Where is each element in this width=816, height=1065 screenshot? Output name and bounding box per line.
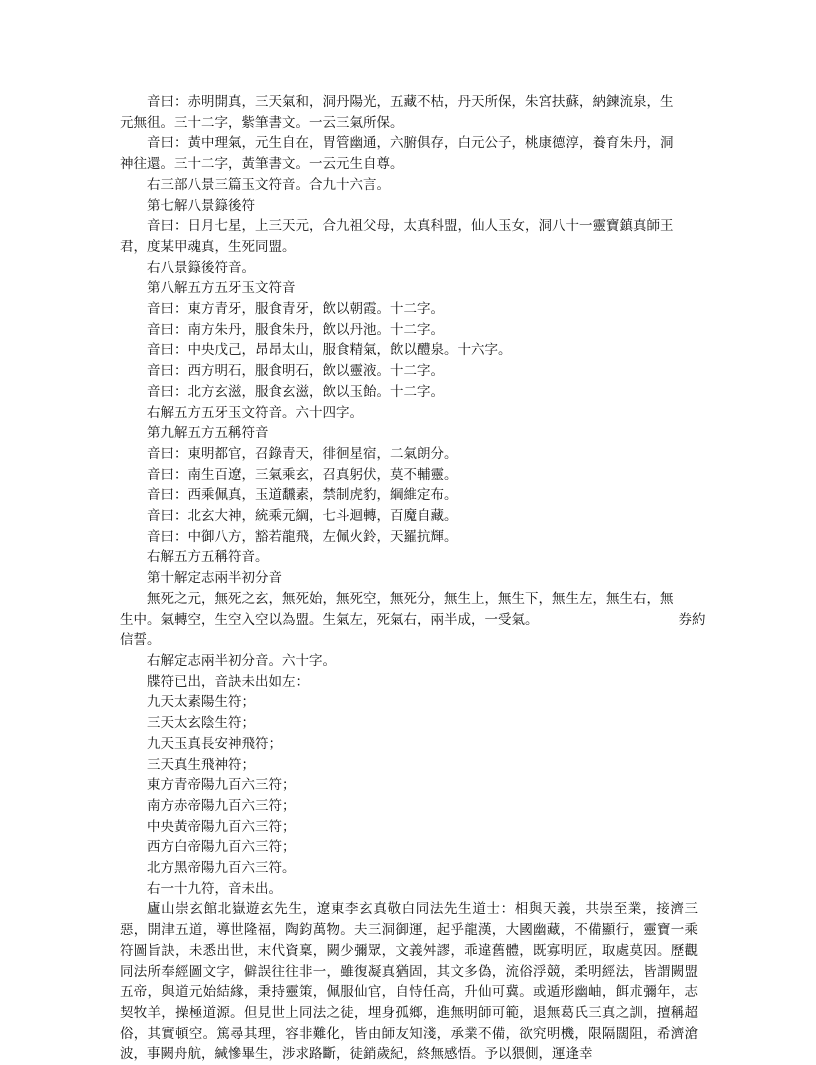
section-heading: 第十解定志兩半初分音 — [147, 570, 282, 587]
text-line: 信誓。 — [120, 632, 161, 649]
text-line — [120, 610, 706, 631]
list-item: 北方黑帝陽九百六三符。 — [147, 860, 296, 877]
section-heading: 第八解五方五牙玉文符音 — [147, 280, 296, 297]
list-item: 九天玉真長安神飛符； — [147, 735, 282, 752]
text-line: 音曰：西方明石，服食明石，飲以靈液。十二字。 — [147, 363, 444, 380]
text-span: 生中。氣轉空，生空入空以為盟。生氣左，死氣右，兩半成，一受氣。 — [120, 611, 539, 628]
text-line: 音曰：東方青牙，服食青牙，飲以朝霞。十二字。 — [147, 301, 444, 318]
section-heading: 第七解八景籙後符 — [147, 197, 255, 214]
text-line: 右解五方五稱符音。 — [147, 549, 269, 566]
list-item: 三天真生飛神符； — [147, 756, 255, 773]
text-line: 無死之元，無死之玄，無死始，無死空，無死分，無生上，無生下，無生左，無生右，無 — [147, 590, 674, 607]
text-line: 音曰：南生百遼，三氣乘玄，召真躬伏，莫不輔靈。 — [147, 466, 458, 483]
document-body — [120, 92, 706, 1065]
text-line: 音曰：北玄大神，統乘元綱，七斗迴轉，百魔自藏。 — [147, 508, 458, 525]
text-line: 君，度某甲魂真，生死同盟。 — [120, 238, 296, 255]
text-line: 右八景籙後符音。 — [147, 259, 255, 276]
list-item: 西方白帝陽九百六三符； — [147, 839, 296, 856]
text-line: 音曰：日月七星，上三天元，合九祖父母，太真科盟，仙人玉女，洞八十一靈寶鎮真師王 — [147, 218, 674, 235]
text-line: 音曰：中央戊己，昂昂太山，服食精氣，飲以醴泉。十六字。 — [147, 342, 512, 359]
text-line: 音曰：赤明開真，三天氣和，洞丹陽光，五藏不枯，丹天所保，朱宮扶蘇，納鍊流泉，生 — [147, 94, 674, 110]
text-line: 右解五方五牙玉文符音。六十四字。 — [147, 404, 363, 421]
text-line: 音曰：北方玄滋，服食玄滋，飲以玉飴。十二字。 — [147, 383, 444, 400]
text-line: 音曰：西乘佩真，玉道飜素，禁制虎豹，綱維定布。 — [147, 487, 458, 504]
text-line: 元無徂。三十二字，紫筆書文。一云三氣所保。 — [120, 114, 404, 131]
text-line: 音曰：東明都官，召錄青天，徘徊星宿，二氣朗分。 — [147, 445, 458, 462]
text-line: 右一十九符，音未出。 — [147, 880, 282, 897]
list-item: 南方赤帝陽九百六三符； — [147, 797, 296, 814]
text-line: 神往還。三十二字，黃筆書文。一云元生自尊。 — [120, 156, 404, 173]
text-line: 音曰：中御八方，豁若龍飛，左佩火鈴，天羅抗輝。 — [147, 528, 458, 545]
list-item: 九天太素陽生符； — [147, 694, 255, 711]
list-item: 東方青帝陽九百六三符； — [147, 777, 296, 794]
list-item: 中央黃帝陽九百六三符； — [147, 818, 296, 835]
list-item: 三天太玄陰生符； — [147, 715, 255, 732]
section-heading: 第九解五方五稱符音 — [147, 425, 269, 442]
text-span: 券約 — [678, 611, 706, 628]
text-line: 右三部八景三篇玉文符音。合九十六言。 — [147, 176, 390, 193]
final-paragraph: 廬山崇玄館北嶽遊玄先生，遼東李玄真敬白同法先生道士：相與天義，共崇至業，接濟三惡，開津五道，導世隆福，陶鈞萬物。夫三洞御運，起乎龍漢，大國幽藏，不備顯行，靈寶一乘符圖旨訣，未悉出世，末代資稟，闕少彌眾，文義舛謬，乖違舊體，既寡明匠，取處莫因。歷觀同法所奉經圖文字，僻誤往往非一，雖復凝真猶固，其文多偽，流俗浮競，柔明經法，皆謂闕盟五帝，與道元始結緣，秉持靈策，佩服仙官，自恃任高，升仙可冀。或遁形幽岫，餌朮彌年，志契牧羊，操極道源。但見世上同法之徒，埋身孤鄉，進無明師可範，退無葛氏三真之訓，擅稱超俗，其實頓空。篤尋其理，容非難化，皆由師友知淺，承業不備，欲究明機，限隔闊阻，希濟滄波，事闕舟航，緘慘畢生，涉求路斷，徒銷歲紀，終無感悟。予以猥側，運逢幸 — [120, 901, 698, 1063]
text-line: 牒符已出，音訣未出如左： — [147, 673, 309, 690]
text-line: 音曰：南方朱丹，服食朱丹，飲以丹池。十二字。 — [147, 321, 444, 338]
text-line: 右解定志兩半初分音。六十字。 — [147, 652, 336, 669]
text-line: 音曰：黃中理氣，元生自在，胃管幽通，六腑俱存，白元公子，桃康德淳，養育朱丹，洞 — [147, 135, 674, 152]
